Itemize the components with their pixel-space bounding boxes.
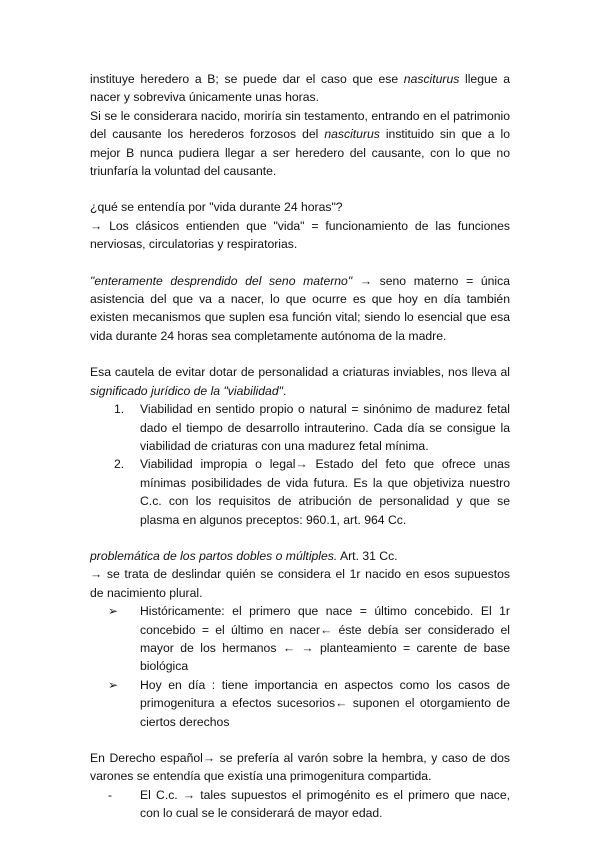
list-item-text: Históricamente: el primero que nace = último concebido. El 1r concebido = el último en nacer← éste debía ser considerado el mayor de los hermanos ← → planteamiento = carente de base biológica: [140, 604, 510, 674]
text-run: .: [282, 383, 287, 398]
paragraph-nasciturus-heir: [90, 70, 510, 107]
spacer: [90, 731, 510, 749]
list-item-text: Viabilidad en sentido propio o natural = sinónimo de madurez fetal dado el tiempo de desarrollo intrauterino. Cada día se consigue la viabilidad de criaturas con una madurez fetal mínima.: [140, 402, 510, 453]
list-item-text: El C.c. → tales supuestos el primogénito es el primero que nace, con lo cual se le considerará de mayor edad.: [140, 787, 510, 821]
arrow-bullet-icon: ➢: [108, 677, 119, 692]
question-vida-24h: ¿qué se entendía por "vida durante 24 horas"?: [90, 200, 343, 215]
text-run: Art. 31 Cc.: [337, 548, 398, 563]
list-item: [104, 400, 510, 455]
dash-bullet-icon: -: [108, 787, 113, 802]
paragraph-deslindar: → se trata de deslindar quién se considera el 1r nacido en esos supuestos de nacimiento plural.: [90, 567, 510, 600]
viabilidad-list: [90, 400, 510, 529]
text-run: instituido sin que a lo mejor B nunca pudiera llegar a ser heredero del causante, con lo que no triunfaría la voluntad del causante.: [90, 127, 510, 179]
text-run: Esa cautela de evitar dotar de personalidad a criaturas inviables, nos lleva al: [90, 365, 510, 380]
italic-heading: problemática de los partos dobles o múltiples.: [90, 548, 338, 563]
italic-term: significado jurídico de la "viabilidad": [90, 383, 283, 398]
cc-dash-list: [90, 786, 510, 823]
text-run: instituye heredero a B; se puede dar el caso que ese: [90, 72, 404, 86]
partos-bullet-list: [90, 602, 510, 731]
list-number: 2.: [114, 457, 125, 472]
list-item: [104, 786, 510, 823]
list-number: 1.: [114, 402, 125, 417]
paragraph-testament: [90, 107, 510, 181]
paragraph-seno-materno: [90, 272, 510, 346]
list-item: [104, 602, 510, 676]
paragraph-derecho-espanol: En Derecho español→ se prefería al varón sobre la hembra, y caso de dos varones se entendía que existía una primogenitura compartida.: [90, 751, 510, 784]
paragraph-viabilidad-intro: [90, 363, 510, 400]
list-item: [104, 676, 510, 731]
spacer: [90, 529, 510, 547]
list-item-text: Hoy en día : tiene importancia en aspectos como los casos de primogenitura a efectos sucesorios← suponen el otorgamiento de ciertos derechos: [140, 677, 510, 729]
arrow-bullet-icon: ➢: [108, 604, 119, 619]
heading-partos-multiples: [90, 547, 510, 565]
italic-term: nasciturus: [403, 72, 460, 86]
italic-quote: "enteramente desprendido del seno materno": [90, 273, 353, 288]
italic-term: nasciturus: [324, 127, 380, 142]
text-run: llegue a nacer y sobreviva únicamente unas horas.: [90, 72, 510, 105]
text-run: Si se le considerara nacido, moriría sin testamento, entrando en el patrimonio del causante los herederos forzosos del: [90, 108, 510, 142]
list-item: [104, 455, 510, 529]
list-item-text: Viabilidad impropia o legal→ Estado del feto que ofrece unas mínimas posibilidades de vida futura. Es la que objetiviza nuestro C.c. con los requisitos de atribución de personalidad y que se plasma en algunos preceptos: 960.1, art. 964 Cc.: [140, 457, 510, 527]
answer-vida-24h: → Los clásicos entienden que "vida" = funcionamiento de las funciones nerviosas, circulatorias y respiratorias.: [90, 218, 510, 252]
text-run: → seno materno = única asistencia del que va a nacer, lo que ocurre es que hoy en día también existen mecanismos que suplen esa función vital; siendo lo esencial que esa vida durante 24 horas sea completamente autónoma de la madre.: [90, 273, 510, 343]
